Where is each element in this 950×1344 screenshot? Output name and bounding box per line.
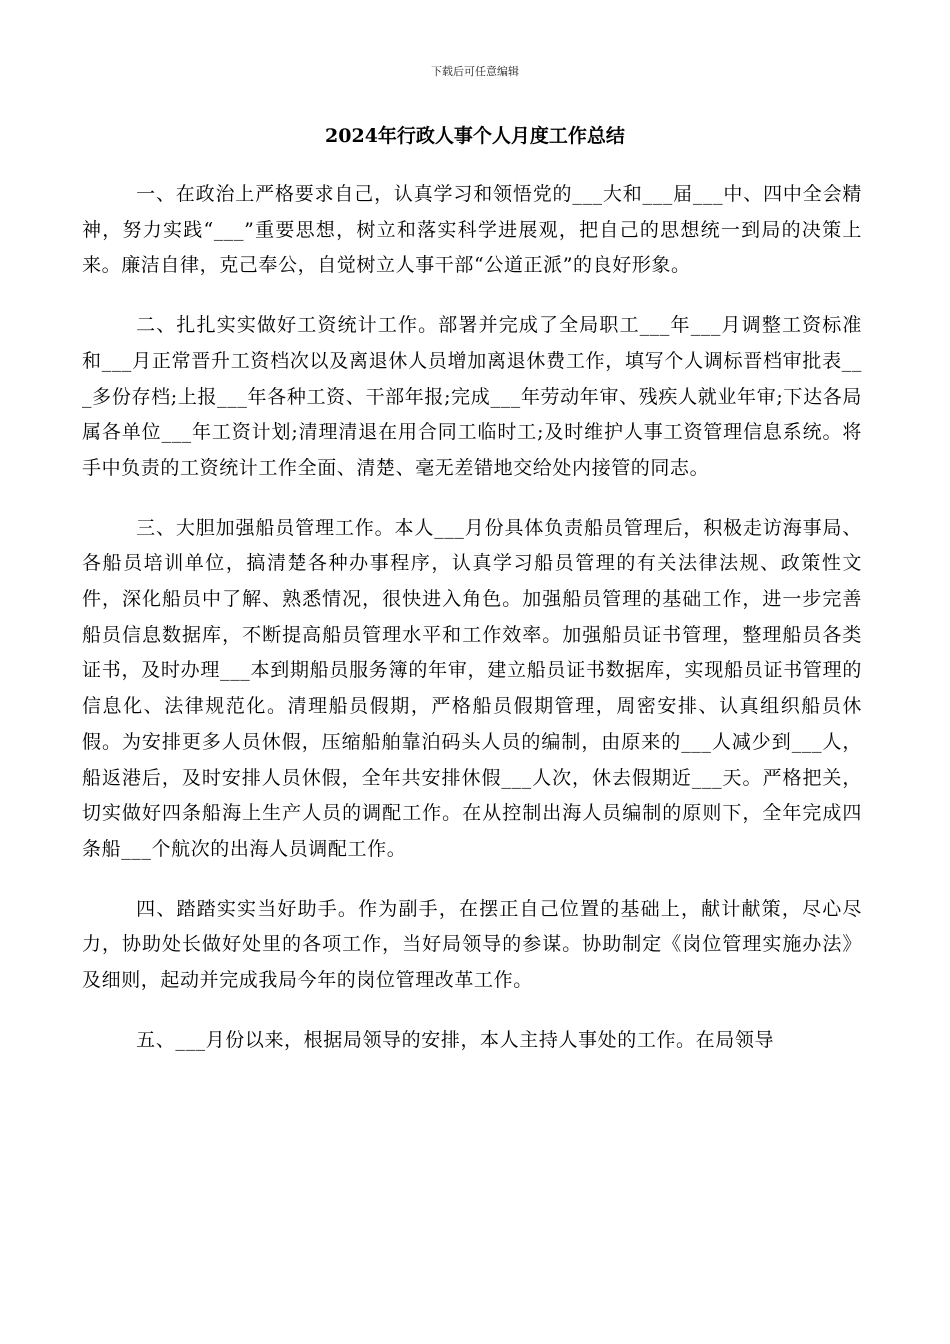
paragraph-3: 三、大胆加强船员管理工作。本人___月份具体负责船员管理后，积极走访海事局、各船员培训单位，搞清楚各种办事程序，认真学习船员管理的有关法律法规、政策性文件，深化船员中了解、熟悉情况，很快进入角色。加强船员管理的基础工作，进一步完善船员信息数据库，不断提高船员管理水平和工作效率。加强船员证书管理，整理船员各类证书，及时办理___本到期船员服务簿的年审，建立船员证书数据库，实现船员证书管理的信息化、法律规范化。清理船员假期，严格船员假期管理，周密安排、认真组织船员休假。为安排更多人员休假，压缩船舶靠泊码头人员的编制，由原来的___人减少到___人，船返港后，及时安排人员休假，全年共安排休假___人次，休去假期近___天。严格把关，切实做好四条船海上生产人员的调配工作。在从控制出海人员编制的原则下，全年完成四条船___个航次的出海人员调配工作。 bbox=[82, 516, 862, 860]
paragraph-1: 一、在政治上严格要求自己，认真学习和领悟党的___大和___届___中、四中全会精神，努力实践“___”重要思想，树立和落实科学进展观，把自己的思想统一到局的决策上来。廉洁自律，克己奉公，自觉树立人事干部“公道正派”的良好形象。 bbox=[82, 183, 862, 277]
document-title: 2024年行政人事个人月度工作总结 bbox=[325, 125, 625, 147]
paragraph-2: 二、扎扎实实做好工资统计工作。部署并完成了全局职工___年___月调整工资标准和___月正常晋升工资档次以及离退休人员增加离退休费工作，填写个人调标晋档审批表___多份存档;上报___年各种工资、干部年报;完成___年劳动年审、残疾人就业年审;下达各局属各单位___年工资计划;清理清退在用合同工临时工;及时维护人事工资管理信息系统。将手中负责的工资统计工作全面、清楚、毫无差错地交给处内接管的同志。 bbox=[82, 314, 862, 479]
paragraph-5: 五、___月份以来，根据局领导的安排，本人主持人事处的工作。在局领导 bbox=[136, 1028, 775, 1051]
document-body bbox=[82, 177, 862, 1058]
header-note: 下载后可任意编辑 bbox=[431, 65, 519, 78]
paragraph-4: 四、踏踏实实当好助手。作为副手，在摆正自己位置的基础上，献计献策，尽心尽力，协助处长做好处里的各项工作，当好局领导的参谋。协助制定《岗位管理实施办法》及细则，起动并完成我局今年的岗位管理改革工作。 bbox=[82, 897, 862, 992]
